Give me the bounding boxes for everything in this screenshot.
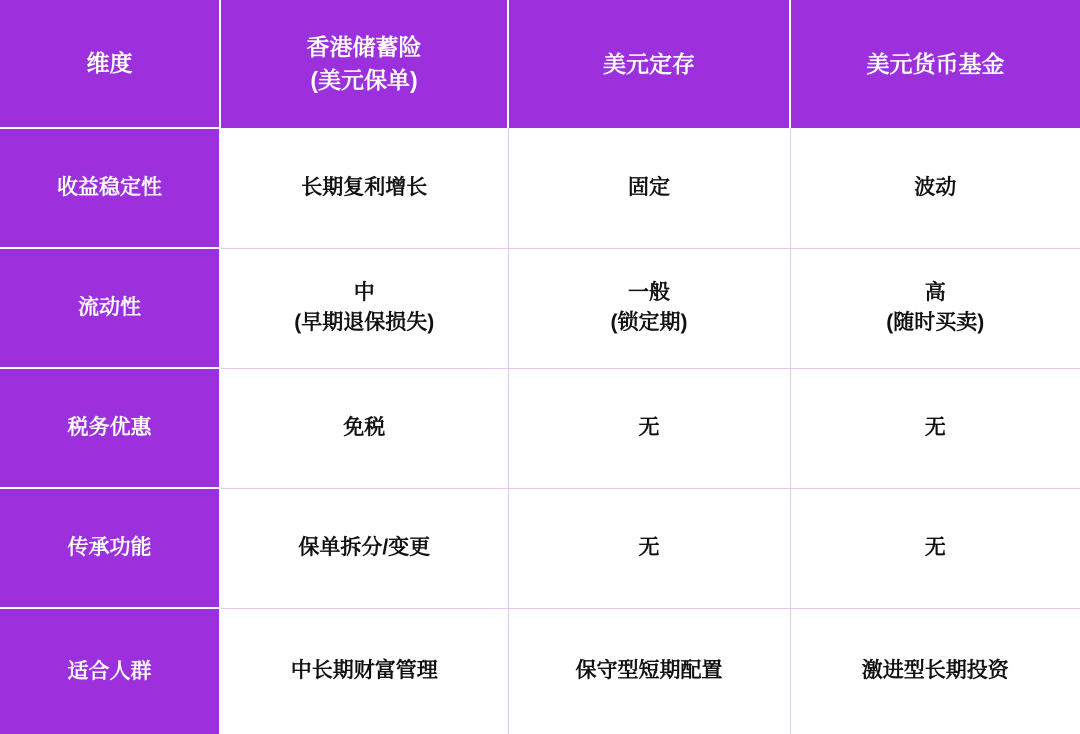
cell-return-stability-usd-deposit — [508, 128, 790, 248]
cell-text: 保守型短期配置 — [575, 659, 723, 683]
cell-text: 中 — [353, 281, 375, 305]
cell-text: 波动 — [914, 175, 957, 199]
cell-text: 固定 — [628, 175, 670, 199]
cell-liquidity-hk-insurance — [220, 248, 508, 368]
cell-text: 长期复利增长 — [301, 175, 428, 199]
table-header-row — [0, 0, 1080, 128]
cell-text: 中长期财富管理 — [290, 659, 438, 683]
cell-text: 无 — [924, 416, 946, 440]
cell-target-audience-usd-fund — [790, 608, 1080, 734]
table-row — [0, 128, 1080, 248]
row-label-liquidity: 流动性 — [0, 248, 220, 368]
cell-text: 无 — [638, 416, 660, 440]
cell-text: 激进型长期投资 — [861, 659, 1009, 683]
cell-text: 无 — [638, 536, 660, 560]
cell-target-audience-hk-insurance — [220, 608, 508, 734]
row-label-tax-benefit: 税务优惠 — [0, 368, 220, 488]
cell-text: 保单拆分/变更 — [298, 536, 431, 560]
column-header-dimension-line-1: 维度 — [86, 50, 133, 77]
cell-text: 无 — [924, 536, 946, 560]
cell-text: 免税 — [343, 416, 386, 440]
table-row — [0, 248, 1080, 368]
column-header-usd-time-deposit — [508, 0, 790, 128]
row-label-return-stability: 收益稳定性 — [0, 128, 220, 248]
cell-liquidity-usd-deposit — [508, 248, 790, 368]
column-header-usd-money-fund — [790, 0, 1080, 128]
table-row — [0, 488, 1080, 608]
cell-subtext: (锁定期) — [610, 311, 688, 334]
cell-target-audience-usd-deposit — [508, 608, 790, 734]
table-row — [0, 368, 1080, 488]
cell-inheritance-usd-fund — [790, 488, 1080, 608]
column-header-usd-money-fund-line-1: 美元货币基金 — [866, 50, 1005, 77]
cell-return-stability-usd-fund — [790, 128, 1080, 248]
cell-tax-benefit-usd-fund — [790, 368, 1080, 488]
cell-text: 一般 — [628, 281, 670, 305]
table-header — [0, 0, 1080, 128]
cell-liquidity-usd-fund — [790, 248, 1080, 368]
cell-tax-benefit-hk-insurance — [220, 368, 508, 488]
column-header-usd-time-deposit-line-1: 美元定存 — [603, 50, 695, 77]
cell-return-stability-hk-insurance — [220, 128, 508, 248]
cell-tax-benefit-usd-deposit — [508, 368, 790, 488]
cell-text: 高 — [924, 281, 946, 305]
cell-inheritance-usd-deposit — [508, 488, 790, 608]
row-label-inheritance: 传承功能 — [0, 488, 220, 608]
column-header-hk-savings-insurance — [220, 0, 508, 128]
column-header-dimension — [0, 0, 220, 128]
cell-subtext: (随时买卖) — [886, 311, 985, 334]
cell-inheritance-hk-insurance — [220, 488, 508, 608]
column-header-hk-savings-insurance-line-1: 香港储蓄险 — [306, 34, 422, 61]
column-header-hk-savings-insurance-line-2: (美元保单) — [310, 67, 418, 93]
table-body — [0, 128, 1080, 734]
cell-subtext: (早期退保损失) — [294, 311, 435, 334]
row-label-target-audience: 适合人群 — [0, 608, 220, 734]
table-row — [0, 608, 1080, 734]
